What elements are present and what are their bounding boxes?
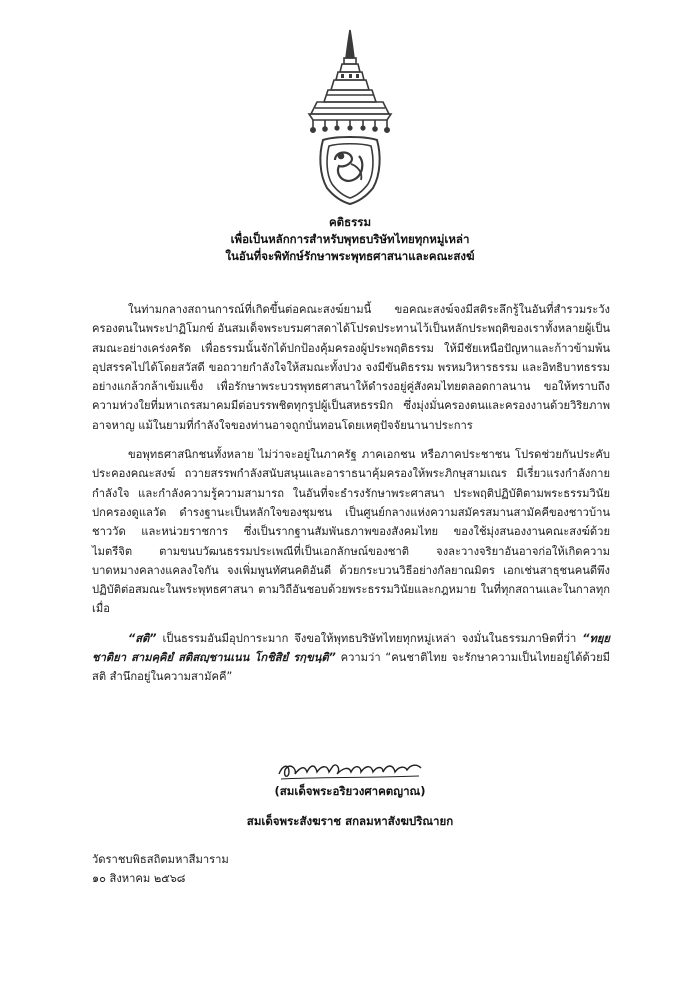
issue-date: ๑๐ สิงหาคม ๒๕๖๘ [92, 872, 186, 885]
signatory-title: สมเด็จพระสังฆราช สกลมหาสังฆปริณายก [246, 814, 454, 828]
document-heading [0, 214, 700, 265]
sati-term: “สติ” [128, 631, 157, 645]
issuing-place: วัดราชบพิธสถิตมหาสีมาราม [92, 853, 229, 866]
signatory-name: (สมเด็จพระอริยวงศาคตญาณ) [274, 784, 426, 798]
paragraph-2: ขอพุทธศาสนิกชนทั้งหลาย ไม่ว่าจะอยู่ในภาครัฐ ภาคเอกชน หรือภาคประชาชน โปรดช่วยกันประคับประคองคณะสงฆ์ ถวายสรรพกำลังสนับสนุนและอาราธนาคุ้มครองให้พระภิกษุสามเณร มีเรี่ยวแรงกำลังกาย กำลังใจ และกำลังความรู้ความสามารถ ในอันที่จะธำรงรักษาพระศาสนา ประพฤติปฏิบัติตามพระธรรมวินัย ปกครองดูแลวัด ดำรงฐานะเป็นหลักใจของชุมชน เป็นศูนย์กลางแห่งความสมัครสมานสามัคคีของชาวบ้าน ชาววัด และหน่วยราชการ ซึ่งเป็นรากฐานสัมพันธภาพของสังคมไทย ของใช้มุ่งสนองงานคณะสงฆ์ด้วยไมตรีจิต ตามขนบวัฒนธรรมประเพณีที่เป็นเอกลักษณ์ของชาติ จงละวางจริยาอันอาจก่อให้เกิดความบาดหมางคลางแคลงใจกัน จงเพิ่มพูนทัศนคติอันดี ด้วยกระบวนวิธีอย่างกัลยาณมิตร เอกเช่นสาธุชนคนดีพึงปฏิบัติต่อสมณะในพระพุทธศาสนา ตามวิถีอันชอบด้วยพระธรรมวินัยและกฎหมาย ในที่ทุกสถานและในกาลทุกเมื่อ [92, 448, 610, 616]
place-and-date [92, 850, 229, 888]
heading-line-2: ในอันที่จะพิทักษ์รักษาพระพุทธศาสนาและคณะสงฆ์ [225, 249, 475, 263]
supreme-patriarch-emblem [305, 28, 395, 206]
document-body [92, 300, 610, 697]
paragraph-3 [92, 629, 610, 687]
paragraph-3-meaning: ความว่า “คนชาติไทย จะรักษาความเป็นไทยอยู่ได้ด้วยมีสติ สำนึกอยู่ในความสามัคคี” [92, 651, 610, 684]
signature-block [0, 760, 700, 830]
heading-line-1: เพื่อเป็นหลักการสำหรับพุทธบริษัทไทยทุกหมู่เหล่า [230, 232, 470, 246]
handwritten-signature [275, 760, 425, 782]
pali-verse: “ทยฺยชาติยา สามคฺคิยํ สติสญฺชานเนน โกชิสิยํ รกฺขนฺติ” [92, 631, 610, 665]
heading-title: คติธรรม [328, 215, 372, 229]
paragraph-1: ในท่ามกลางสถานการณ์ที่เกิดขึ้นต่อคณะสงฆ์ยามนี้ ขอคณะสงฆ์จงมีสติระลึกรู้ในอันที่สำรวมระวังครองตนในพระปาฏิโมกข์ อันสมเด็จพระบรมศาสดาได้โปรดประทานไว้เป็นหลักประพฤติของเราทั้งหลายผู้เป็นสมณะอย่างเคร่งครัด เพื่อธรรมนั้นจักได้ปกป้องคุ้มครองผู้ประพฤติธรรม ให้มีชัยเหนือปัญหาและก้าวข้ามพ้นอุปสรรคไปได้โดยสวัสดี ขอถวายกำลังใจให้สมณะทั้งปวง จงมีขันติธรรม พรหมวิหารธรรม และอิทธิบาทธรรม อย่างแกล้วกล้าเข้มแข็ง เพื่อรักษาพระบวรพุทธศาสนาให้ดำรงอยู่คู่สังคมไทยตลอดกาลนาน ขอให้ทราบถึงความห่วงใยที่มหาเถรสมาคมมีต่อบรรพชิตทุกรูปผู้เป็นสหธรรมิก ซึ่งมุ่งมั่นครองตนและครองงานด้วยวิริยภาพอาจหาญ แม้ในยามที่กำลังใจของท่านอาจถูกบั่นทอนโดยเหตุปัจจัยนานาประการ [92, 303, 610, 432]
paragraph-3-text: เป็นธรรมอันมีอุปการะมาก จึงขอให้พุทธบริษัทไทยทุกหมู่เหล่า จงมั่นในธรรมภาษิตที่ว่า [156, 631, 583, 645]
